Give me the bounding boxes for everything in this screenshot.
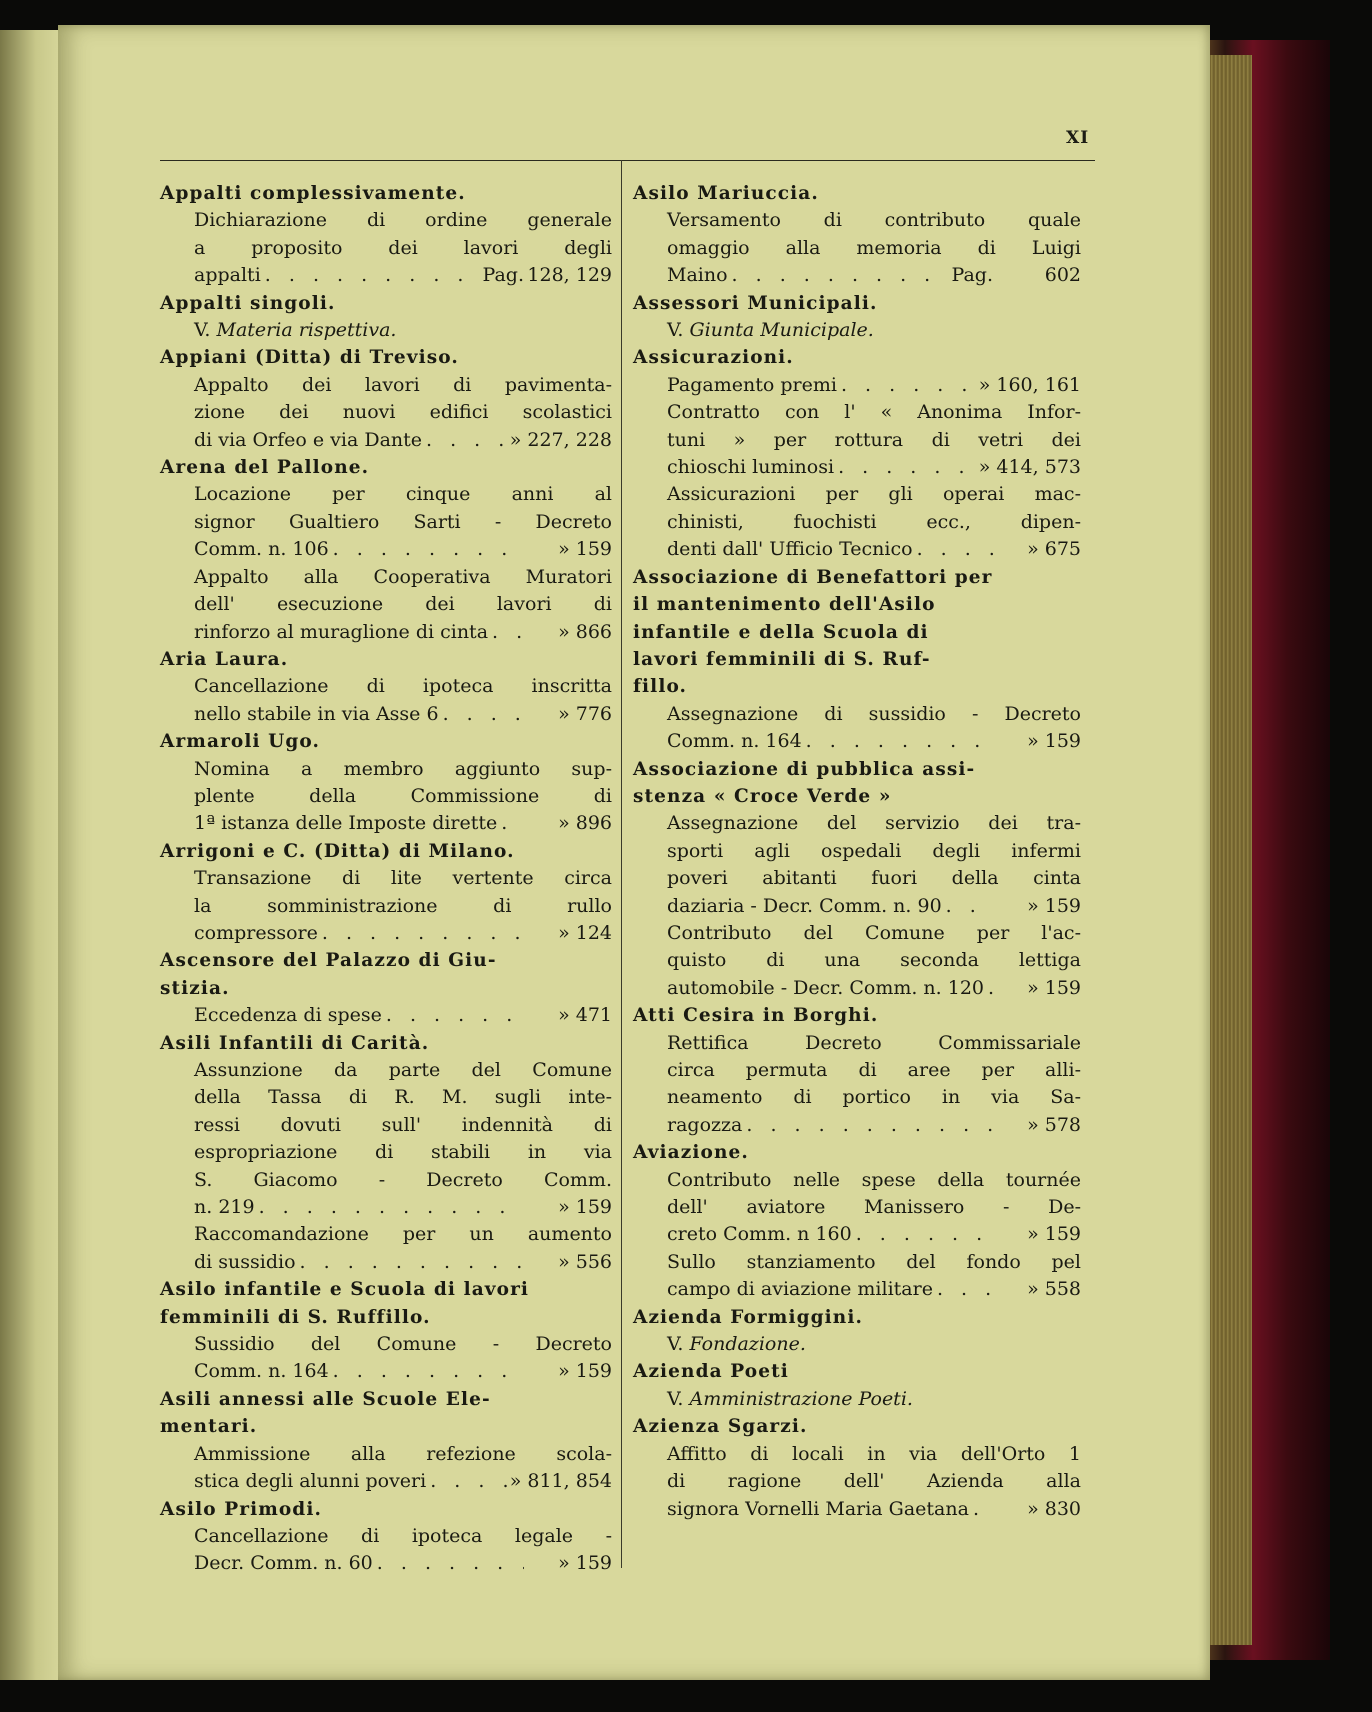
description-line: Assicurazioni per gli operai mac- bbox=[667, 483, 1081, 506]
description-line: Assegnazione del servizio dei tra- bbox=[667, 812, 1081, 835]
dot-leader bbox=[373, 1550, 524, 1577]
dot-leader bbox=[802, 728, 993, 755]
dot-leader bbox=[422, 427, 510, 454]
see-target: Fondazione. bbox=[689, 1333, 806, 1356]
index-entry bbox=[160, 728, 612, 838]
entry-subitem bbox=[633, 481, 1081, 563]
entry-heading: Azienda Formiggini. bbox=[633, 1306, 864, 1328]
entry-heading: Asilo infantile e Scuola di lavori bbox=[160, 1279, 530, 1301]
index-entry bbox=[160, 344, 612, 454]
index-entry bbox=[160, 947, 612, 1029]
entry-heading: infantile e della Scuola di bbox=[633, 621, 929, 643]
dot-leader bbox=[329, 536, 524, 563]
description-line: Appalto dei lavori di pavimenta- bbox=[194, 373, 612, 396]
reference-line bbox=[194, 1550, 612, 1577]
description-line: Rettifica Decreto Commissariale bbox=[667, 1031, 1081, 1054]
description-last-line: nello stabile in via Asse 6 bbox=[194, 702, 439, 725]
description-line: circa permuta di aree per alli- bbox=[667, 1059, 1081, 1081]
dot-leader bbox=[852, 1221, 993, 1248]
description-line: Contratto con l' « Anonima Infor- bbox=[667, 401, 1081, 424]
page-reference: » 159 bbox=[558, 538, 612, 561]
page-reference: » 776 bbox=[558, 702, 612, 725]
reference-line bbox=[194, 1194, 612, 1221]
entry-heading: stenza « Croce Verde » bbox=[633, 785, 892, 807]
reference-line bbox=[194, 427, 612, 454]
entry-subitem bbox=[160, 1057, 612, 1221]
reference-line bbox=[667, 1276, 1081, 1303]
dot-leader bbox=[255, 1194, 524, 1221]
entry-subitem bbox=[633, 920, 1081, 1002]
description-last-line: 1ª istanza delle Imposte dirette bbox=[194, 812, 498, 835]
entry-heading: Associazione di Benefattori per bbox=[633, 566, 993, 588]
entry-subitem bbox=[160, 865, 612, 947]
index-entry bbox=[160, 1386, 612, 1496]
dot-leader bbox=[834, 454, 979, 481]
index-entry bbox=[633, 1413, 1081, 1523]
description-last-line: campo di aviazione militare bbox=[667, 1278, 933, 1301]
entry-subitem bbox=[633, 317, 1081, 344]
entry-heading: Atti Cesira in Borghi. bbox=[633, 1005, 879, 1027]
index-entry bbox=[633, 344, 1081, 563]
description-last-line: Comm. n. 106 bbox=[194, 538, 329, 561]
page-reference: 128, 129 bbox=[527, 264, 612, 287]
index-entry bbox=[633, 564, 1081, 756]
see-target: Materia rispettiva. bbox=[216, 319, 397, 342]
entry-subitem bbox=[633, 1030, 1081, 1140]
entry-heading: Arena del Pallone. bbox=[160, 457, 370, 479]
reference-line bbox=[667, 975, 1081, 1002]
description-last-line: ragozza bbox=[667, 1113, 743, 1136]
entry-heading: Associazione di pubblica assi- bbox=[633, 758, 976, 780]
previous-page-edge bbox=[0, 30, 60, 1680]
dot-leader bbox=[742, 1112, 993, 1139]
reference-line bbox=[194, 1468, 612, 1495]
description-line: Appalto alla Cooperativa Muratori bbox=[194, 565, 612, 588]
reference-line bbox=[194, 810, 612, 837]
description-line: espropriazione di stabili in via bbox=[194, 1141, 612, 1164]
dot-leader bbox=[296, 1249, 524, 1276]
description-line: sporti agli ospedali degli infermi bbox=[667, 839, 1081, 862]
page-reference: » 866 bbox=[558, 620, 612, 643]
reference-line bbox=[194, 1358, 612, 1385]
reference-line bbox=[194, 262, 612, 289]
description-line: ressi dovuti sull' indennità di bbox=[194, 1113, 612, 1136]
entry-subitem bbox=[160, 372, 612, 454]
entry-heading: Assicurazioni. bbox=[633, 347, 794, 369]
description-last-line: Decr. Comm. n. 60 bbox=[194, 1552, 373, 1575]
entry-subitem bbox=[160, 1221, 612, 1276]
reference-line bbox=[667, 1221, 1081, 1248]
description-line: Assegnazione di sussidio - Decreto bbox=[667, 702, 1081, 725]
entry-heading: Asili Infantili di Carità. bbox=[160, 1032, 430, 1054]
index-entry bbox=[633, 1139, 1081, 1303]
dot-leader bbox=[426, 1468, 510, 1495]
dot-leader bbox=[318, 920, 524, 947]
index-entry bbox=[160, 180, 612, 290]
right-column bbox=[633, 180, 1081, 1523]
description-line: Transazione di lite vertente circa bbox=[194, 867, 612, 890]
page-reference: » 896 bbox=[558, 812, 612, 835]
entry-heading: Arrigoni e C. (Ditta) di Milano. bbox=[160, 840, 515, 862]
description-last-line: signora Vornelli Maria Gaetana bbox=[667, 1497, 969, 1520]
page-reference: » 830 bbox=[1027, 1497, 1081, 1520]
page-number: XI bbox=[1066, 128, 1090, 148]
description-line: di ragione dell' Azienda alla bbox=[667, 1470, 1081, 1493]
description-last-line: denti dall' Ufficio Tecnico bbox=[667, 538, 913, 561]
description-last-line: di sussidio bbox=[194, 1250, 296, 1273]
page-reference: » 675 bbox=[1027, 538, 1081, 561]
entry-heading: Azienda Poeti bbox=[633, 1361, 789, 1383]
description-last-line: Eccedenza di spese bbox=[194, 1004, 382, 1027]
page-label: Pag. bbox=[951, 264, 993, 287]
index-entry bbox=[160, 1030, 612, 1277]
left-column bbox=[160, 180, 612, 1578]
see-label: V. bbox=[667, 1333, 684, 1356]
description-last-line: appalti bbox=[194, 264, 261, 287]
header-rule bbox=[160, 160, 1095, 161]
description-line: Cancellazione di ipoteca inscritta bbox=[194, 675, 612, 698]
entry-subitem bbox=[160, 1523, 612, 1578]
page-reference: » 160, 161 bbox=[978, 373, 1081, 396]
description-line: zione dei nuovi edifici scolastici bbox=[194, 401, 612, 424]
entry-subitem bbox=[160, 317, 612, 344]
description-line: poveri abitanti fuori della cinta bbox=[667, 867, 1081, 890]
description-last-line: rinforzo al muraglione di cinta bbox=[194, 620, 489, 643]
page-reference: » 556 bbox=[558, 1250, 612, 1273]
reference-line bbox=[194, 920, 612, 947]
index-entry bbox=[160, 1496, 612, 1578]
description-line: Contributo del Comune per l'ac- bbox=[667, 921, 1081, 944]
entry-subitem bbox=[633, 207, 1081, 289]
see-reference bbox=[667, 1386, 1081, 1413]
entry-subitem bbox=[160, 207, 612, 289]
entry-heading: mentari. bbox=[160, 1416, 258, 1438]
dot-leader bbox=[261, 262, 479, 289]
entry-subitem bbox=[633, 701, 1081, 756]
entry-subitem bbox=[633, 1441, 1081, 1523]
reference-line bbox=[667, 372, 1081, 399]
dot-leader bbox=[329, 1358, 524, 1385]
description-last-line: creto Comm. n 160 bbox=[667, 1223, 852, 1246]
reference-line bbox=[194, 1249, 612, 1276]
entry-heading: fillo. bbox=[633, 676, 688, 698]
entry-heading: Appalti singoli. bbox=[160, 292, 336, 314]
entry-heading: Aria Laura. bbox=[160, 648, 289, 670]
entry-heading: Asilo Primodi. bbox=[160, 1498, 323, 1520]
description-line: Affitto di locali in via dell'Orto 1 bbox=[667, 1442, 1081, 1465]
description-line: Sullo stanziamento del fondo pel bbox=[667, 1250, 1081, 1273]
page-reference: » 578 bbox=[1027, 1113, 1081, 1136]
description-line: a proposito dei lavori degli bbox=[194, 236, 612, 259]
description-line: dell' esecuzione dei lavori di bbox=[194, 593, 612, 616]
description-line: Versamento di contributo quale bbox=[667, 209, 1081, 232]
entry-heading: femminili di S. Ruffillo. bbox=[160, 1306, 431, 1328]
description-line: Cancellazione di ipoteca legale - bbox=[194, 1524, 612, 1547]
page-reference: » 159 bbox=[1027, 730, 1081, 753]
dot-leader bbox=[984, 975, 993, 1002]
description-line: Assunzione da parte del Comune bbox=[194, 1059, 612, 1081]
description-line: signor Gualtiero Sarti - Decreto bbox=[194, 510, 612, 533]
index-entry bbox=[633, 756, 1081, 1003]
description-line: omaggio alla memoria di Luigi bbox=[667, 236, 1081, 259]
entry-subitem bbox=[633, 1331, 1081, 1358]
description-last-line: chioschi luminosi bbox=[667, 456, 835, 479]
entry-subitem bbox=[633, 810, 1081, 920]
index-entry bbox=[633, 180, 1081, 290]
page-reference: 602 bbox=[1044, 264, 1081, 287]
description-line: Sussidio del Comune - Decreto bbox=[194, 1333, 612, 1356]
reference-line bbox=[667, 262, 1081, 289]
entry-subitem bbox=[160, 756, 612, 838]
entry-subitem bbox=[160, 1002, 612, 1029]
page-reference: » 811, 854 bbox=[509, 1470, 612, 1493]
entry-subitem bbox=[160, 1441, 612, 1496]
page-label: Pag. bbox=[482, 264, 524, 287]
description-line: Locazione per cinque anni al bbox=[194, 483, 612, 506]
description-last-line: Pagamento premi bbox=[667, 373, 837, 396]
reference-line bbox=[194, 1002, 612, 1029]
reference-line bbox=[667, 454, 1081, 481]
dot-leader bbox=[913, 536, 993, 563]
dot-leader bbox=[728, 262, 948, 289]
index-entry bbox=[160, 454, 612, 646]
page-reference: » 558 bbox=[1027, 1278, 1081, 1301]
entry-subitem bbox=[160, 1331, 612, 1386]
description-last-line: Comm. n. 164 bbox=[667, 730, 802, 753]
page-reference: » 159 bbox=[1027, 1223, 1081, 1246]
reference-line bbox=[667, 536, 1081, 563]
entry-heading: Assessori Municipali. bbox=[633, 292, 878, 314]
description-line: Raccomandazione per un aumento bbox=[194, 1223, 612, 1246]
description-last-line: stica degli alunni poveri bbox=[194, 1470, 427, 1493]
reference-line bbox=[667, 893, 1081, 920]
page-reference: » 414, 573 bbox=[978, 456, 1081, 479]
description-line: della Tassa di R. M. sugli inte- bbox=[194, 1086, 612, 1109]
entry-subitem bbox=[633, 1249, 1081, 1304]
description-last-line: n. 219 bbox=[194, 1196, 255, 1219]
entry-heading: Asilo Mariuccia. bbox=[633, 183, 819, 204]
entry-subitem bbox=[160, 564, 612, 646]
entry-heading: Appiani (Ditta) di Treviso. bbox=[160, 347, 459, 369]
description-line: quisto di una seconda lettiga bbox=[667, 949, 1081, 972]
entry-heading: Asili annessi alle Scuole Ele- bbox=[160, 1388, 491, 1410]
entry-subitem bbox=[633, 1167, 1081, 1249]
entry-subitem bbox=[633, 1386, 1081, 1413]
description-line: dell' aviatore Manissero - De- bbox=[667, 1196, 1081, 1219]
see-label: V. bbox=[194, 319, 211, 342]
dot-leader bbox=[488, 619, 524, 646]
see-reference bbox=[194, 317, 612, 344]
page-reference: » 227, 228 bbox=[509, 428, 612, 451]
dot-leader bbox=[497, 810, 524, 837]
description-last-line: Comm. n. 164 bbox=[194, 1360, 329, 1383]
index-entry bbox=[633, 1358, 1081, 1413]
entry-subitem bbox=[160, 481, 612, 563]
reference-line bbox=[194, 701, 612, 728]
description-line: chinisti, fuochisti ecc., dipen- bbox=[667, 510, 1081, 533]
reference-line bbox=[194, 536, 612, 563]
index-entry bbox=[633, 290, 1081, 345]
description-last-line: di via Orfeo e via Dante bbox=[194, 428, 423, 451]
description-last-line: Maino bbox=[667, 264, 728, 287]
entry-heading: il mantenimento dell'Asilo bbox=[633, 594, 936, 616]
description-line: la somministrazione di rullo bbox=[194, 894, 612, 917]
dot-leader bbox=[933, 1276, 993, 1303]
dot-leader bbox=[942, 893, 993, 920]
entry-subitem bbox=[160, 673, 612, 728]
page-reference: » 471 bbox=[558, 1004, 612, 1027]
dot-leader bbox=[969, 1496, 993, 1523]
see-reference bbox=[667, 317, 1081, 344]
column-divider bbox=[621, 160, 622, 1568]
description-line: tuni » per rottura di vetri dei bbox=[667, 428, 1081, 451]
description-line: plente della Commissione di bbox=[194, 784, 612, 807]
page-reference: » 159 bbox=[558, 1360, 612, 1383]
entry-heading: lavori femminili di S. Ruf- bbox=[633, 648, 931, 670]
page-reference: » 159 bbox=[558, 1196, 612, 1219]
description-line: Nomina a membro aggiunto sup- bbox=[194, 757, 612, 780]
description-last-line: compressore bbox=[194, 921, 318, 944]
entry-heading: Armaroli Ugo. bbox=[160, 731, 321, 753]
index-entry bbox=[160, 838, 612, 948]
reference-line bbox=[667, 728, 1081, 755]
description-line: Contributo nelle spese della tournée bbox=[667, 1168, 1081, 1191]
entry-heading: Aviazione. bbox=[633, 1142, 749, 1164]
see-target: Giunta Municipale. bbox=[689, 319, 874, 342]
see-reference bbox=[667, 1331, 1081, 1358]
entry-heading: Appalti complessivamente. bbox=[160, 183, 466, 204]
reference-line bbox=[667, 1496, 1081, 1523]
index-entry bbox=[633, 1002, 1081, 1139]
see-target: Amministrazione Poeti. bbox=[689, 1387, 913, 1410]
dot-leader bbox=[382, 1002, 524, 1029]
description-last-line: automobile - Decr. Comm. n. 120 bbox=[667, 976, 985, 999]
page-reference: » 159 bbox=[1027, 894, 1081, 917]
index-entry bbox=[633, 1304, 1081, 1359]
dot-leader bbox=[439, 701, 524, 728]
entry-subitem bbox=[633, 372, 1081, 399]
description-line: Dichiarazione di ordine generale bbox=[194, 209, 612, 232]
index-entry bbox=[160, 290, 612, 345]
page-reference: » 159 bbox=[1027, 976, 1081, 999]
entry-heading: Ascensore del Palazzo di Giu- bbox=[160, 950, 497, 972]
index-entry bbox=[160, 646, 612, 728]
description-line: neamento di portico in via Sa- bbox=[667, 1086, 1081, 1109]
see-label: V. bbox=[667, 319, 684, 342]
page-reference: » 159 bbox=[558, 1552, 612, 1575]
entry-subitem bbox=[633, 399, 1081, 481]
page-reference: » 124 bbox=[558, 921, 612, 944]
description-line: S. Giacomo - Decreto Comm. bbox=[194, 1168, 612, 1191]
reference-line bbox=[667, 1112, 1081, 1139]
dot-leader bbox=[837, 372, 979, 399]
entry-heading: Azienza Sgarzi. bbox=[633, 1416, 808, 1438]
description-last-line: daziaria - Decr. Comm. n. 90 bbox=[667, 894, 942, 917]
description-line: Ammissione alla refezione scola- bbox=[194, 1442, 612, 1465]
reference-line bbox=[194, 619, 612, 646]
entry-heading: stizia. bbox=[160, 977, 230, 999]
index-entry bbox=[160, 1276, 612, 1386]
see-label: V. bbox=[667, 1387, 684, 1410]
